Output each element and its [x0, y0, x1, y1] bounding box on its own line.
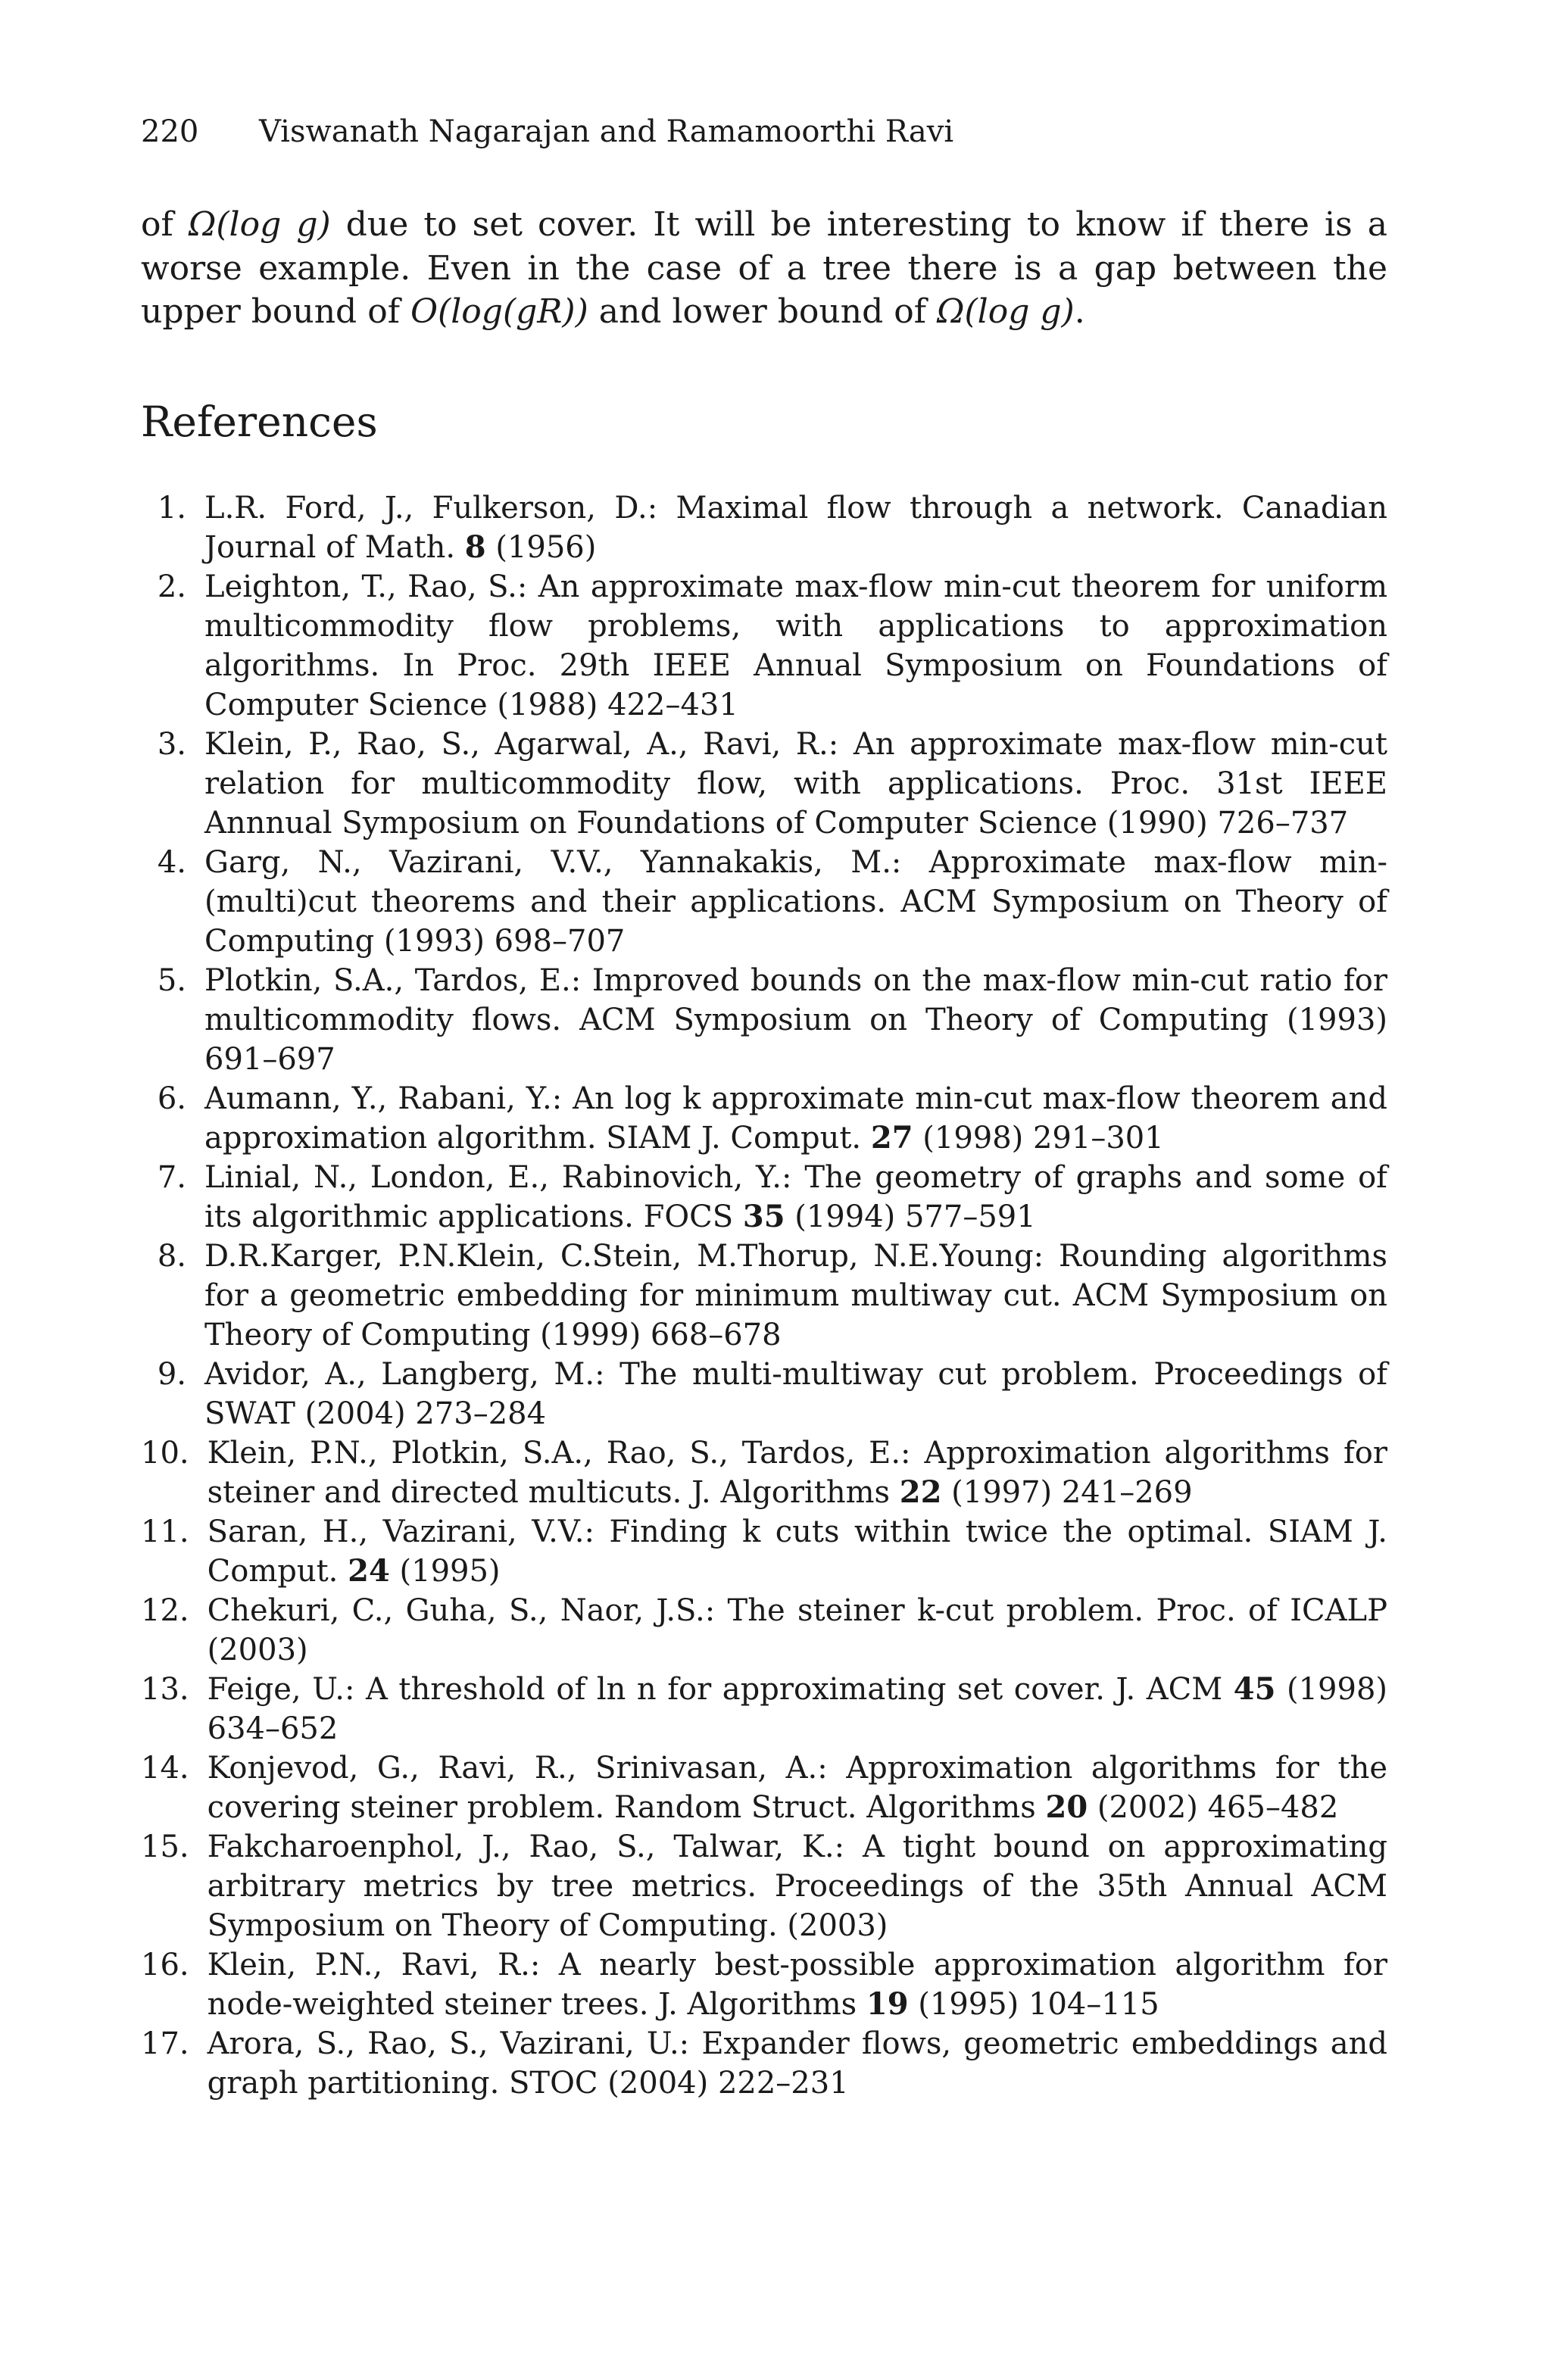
reference-citation: L.R. Ford, J., Fulkerson, D.: Maximal flow through a network. Canadian Journal of Math.	[204, 491, 1387, 565]
reference-number: 2.	[157, 569, 186, 604]
reference-number: 13.	[141, 1672, 189, 1707]
reference-number: 9.	[157, 1357, 186, 1392]
reference-number: 1.	[157, 491, 186, 526]
reference-item	[141, 1433, 1387, 1512]
reference-citation: Linial, N., London, E., Rabinovich, Y.: The geometry of graphs and some of its algorithmic applications. FOCS	[204, 1160, 1387, 1234]
math-expression: Ω(log g)	[188, 205, 331, 244]
closing-paragraph	[141, 203, 1387, 334]
reference-number: 7.	[157, 1160, 186, 1195]
paragraph-text: and lower bound of	[588, 292, 937, 331]
paragraph-text: .	[1074, 292, 1085, 331]
reference-number: 3.	[157, 727, 186, 762]
reference-volume: 8	[464, 529, 486, 565]
reference-item	[141, 1512, 1387, 1591]
reference-text	[208, 1512, 1387, 1591]
reference-citation-tail: (1998) 291–301	[913, 1121, 1164, 1156]
reference-number: 14.	[141, 1751, 189, 1786]
reference-text	[208, 1945, 1387, 2024]
reference-text	[208, 1591, 1387, 1670]
reference-list	[141, 488, 1387, 2103]
math-expression: O(log(gR))	[410, 292, 588, 331]
reference-volume: 35	[742, 1199, 785, 1234]
reference-text	[204, 843, 1387, 961]
reference-citation: Fakcharoenphol, J., Rao, S., Talwar, K.: A tight bound on approximating arbitrary metrics by tree metrics. Proceedings of the 35th Annual ACM Symposium on Theory of Computing. (2003)	[207, 1829, 1387, 1943]
reference-citation-tail: (1995) 104–115	[908, 1987, 1159, 2022]
reference-text	[204, 567, 1387, 725]
reference-citation-tail: (1995)	[389, 1554, 501, 1589]
reference-item	[141, 843, 1387, 961]
reference-text	[208, 1670, 1387, 1748]
reference-citation-tail: (1994) 577–591	[785, 1199, 1036, 1234]
reference-citation-tail: (1998) 634–652	[207, 1672, 1387, 1746]
reference-text	[204, 1158, 1387, 1237]
reference-citation: Klein, P.N., Ravi, R.: A nearly best-possible approximation algorithm for node-weighted steiner trees. J. Algorithms	[207, 1948, 1387, 2022]
reference-citation: Saran, H., Vazirani, V.V.: Finding k cuts within twice the optimal. SIAM J. Comput.	[207, 1514, 1387, 1589]
reference-citation: Avidor, A., Langberg, M.: The multi-multiway cut problem. Proceedings of SWAT (2004) 273–284	[204, 1357, 1387, 1431]
reference-citation: Aumann, Y., Rabani, Y.: An log k approximate min-cut max-flow theorem and approximation algorithm. SIAM J. Comput.	[204, 1081, 1387, 1156]
reference-citation: Konjevod, G., Ravi, R., Srinivasan, A.: Approximation algorithms for the covering steiner problem. Random Struct. Algorithms	[207, 1751, 1387, 1825]
reference-volume: 19	[866, 1986, 909, 2022]
reference-number: 15.	[141, 1829, 189, 1864]
reference-item	[141, 1158, 1387, 1237]
reference-number: 16.	[141, 1948, 189, 1982]
reference-text	[204, 725, 1387, 843]
reference-citation: Garg, N., Vazirani, V.V., Yannakakis, M.: Approximate max-flow min-(multi)cut theorems and their applications. ACM Symposium on Theory of Computing (1993) 698–707	[204, 845, 1387, 959]
reference-citation: Chekuri, C., Guha, S., Naor, J.S.: The steiner k-cut problem. Proc. of ICALP (2003)	[207, 1593, 1387, 1667]
reference-citation-tail: (1956)	[485, 530, 597, 565]
reference-citation: Leighton, T., Rao, S.: An approximate max-flow min-cut theorem for uniform multicommodity flow problems, with applications to approximation algorithms. In Proc. 29th IEEE Annual Symposium on Foundations of Computer Science (1988) 422–431	[204, 569, 1387, 722]
reference-item	[141, 1591, 1387, 1670]
paragraph-text: of	[141, 205, 189, 244]
reference-citation: D.R.Karger, P.N.Klein, C.Stein, M.Thorup, N.E.Young: Rounding algorithms for a geometric embedding for minimum multiway cut. ACM Symposium on Theory of Computing (1999) 668–678	[204, 1239, 1387, 1352]
reference-number: 4.	[157, 845, 186, 880]
references-heading: References	[141, 398, 378, 446]
reference-volume: 24	[348, 1553, 390, 1589]
reference-text	[208, 1827, 1387, 1945]
math-expression: Ω(log g)	[937, 292, 1075, 331]
reference-item	[141, 1945, 1387, 2024]
reference-citation: Arora, S., Rao, S., Vazirani, U.: Expander flows, geometric embeddings and graph partitioning. STOC (2004) 222–231	[207, 2026, 1387, 2101]
reference-volume: 45	[1233, 1671, 1276, 1707]
reference-item	[141, 488, 1387, 567]
reference-item	[141, 567, 1387, 725]
reference-citation-tail: (2002) 465–482	[1088, 1790, 1339, 1825]
reference-item	[141, 1237, 1387, 1355]
reference-text	[208, 1748, 1387, 1827]
page-number: 220	[141, 114, 199, 149]
reference-number: 8.	[157, 1239, 186, 1274]
reference-text	[204, 1237, 1387, 1355]
reference-text	[204, 961, 1387, 1079]
reference-item	[141, 1748, 1387, 1827]
reference-text	[204, 1355, 1387, 1433]
reference-item	[141, 2024, 1387, 2103]
reference-text	[204, 1079, 1387, 1158]
reference-number: 12.	[141, 1593, 189, 1628]
reference-number: 5.	[157, 963, 186, 998]
running-head	[141, 114, 953, 150]
reference-text	[204, 488, 1387, 567]
reference-item	[141, 1670, 1387, 1748]
reference-text	[208, 1433, 1387, 1512]
reference-item	[141, 1827, 1387, 1945]
reference-volume: 20	[1045, 1789, 1088, 1825]
reference-citation-tail: (1997) 241–269	[941, 1475, 1193, 1510]
reference-citation: Klein, P.N., Plotkin, S.A., Rao, S., Tardos, E.: Approximation algorithms for steiner and directed multicuts. J. Algorithms	[207, 1436, 1387, 1510]
reference-citation: Plotkin, S.A., Tardos, E.: Improved bounds on the max-flow min-cut ratio for multicommodity flows. ACM Symposium on Theory of Computing (1993) 691–697	[204, 963, 1387, 1077]
reference-number: 10.	[141, 1436, 189, 1471]
reference-number: 6.	[157, 1081, 186, 1116]
reference-item	[141, 725, 1387, 843]
reference-citation: Klein, P., Rao, S., Agarwal, A., Ravi, R.: An approximate max-flow min-cut relation for multicommodity flow, with applications. Proc. 31st IEEE Annnual Symposium on Foundations of Computer Science (1990) 726–737	[204, 727, 1387, 841]
reference-item	[141, 961, 1387, 1079]
reference-item	[141, 1355, 1387, 1433]
reference-number: 17.	[141, 2026, 189, 2061]
reference-item	[141, 1079, 1387, 1158]
reference-citation: Feige, U.: A threshold of ln n for approximating set cover. J. ACM	[207, 1672, 1234, 1707]
paragraph-text: due to set cover. It will be interesting to know if there is a worse example. Even in the case of a tree there is a gap between the upper bound of	[141, 205, 1387, 331]
running-head-authors: Viswanath Nagarajan and Ramamoorthi Ravi	[259, 114, 954, 149]
reference-volume: 27	[870, 1120, 913, 1156]
reference-volume: 22	[899, 1474, 942, 1510]
reference-text	[208, 2024, 1387, 2103]
reference-number: 11.	[141, 1514, 189, 1549]
